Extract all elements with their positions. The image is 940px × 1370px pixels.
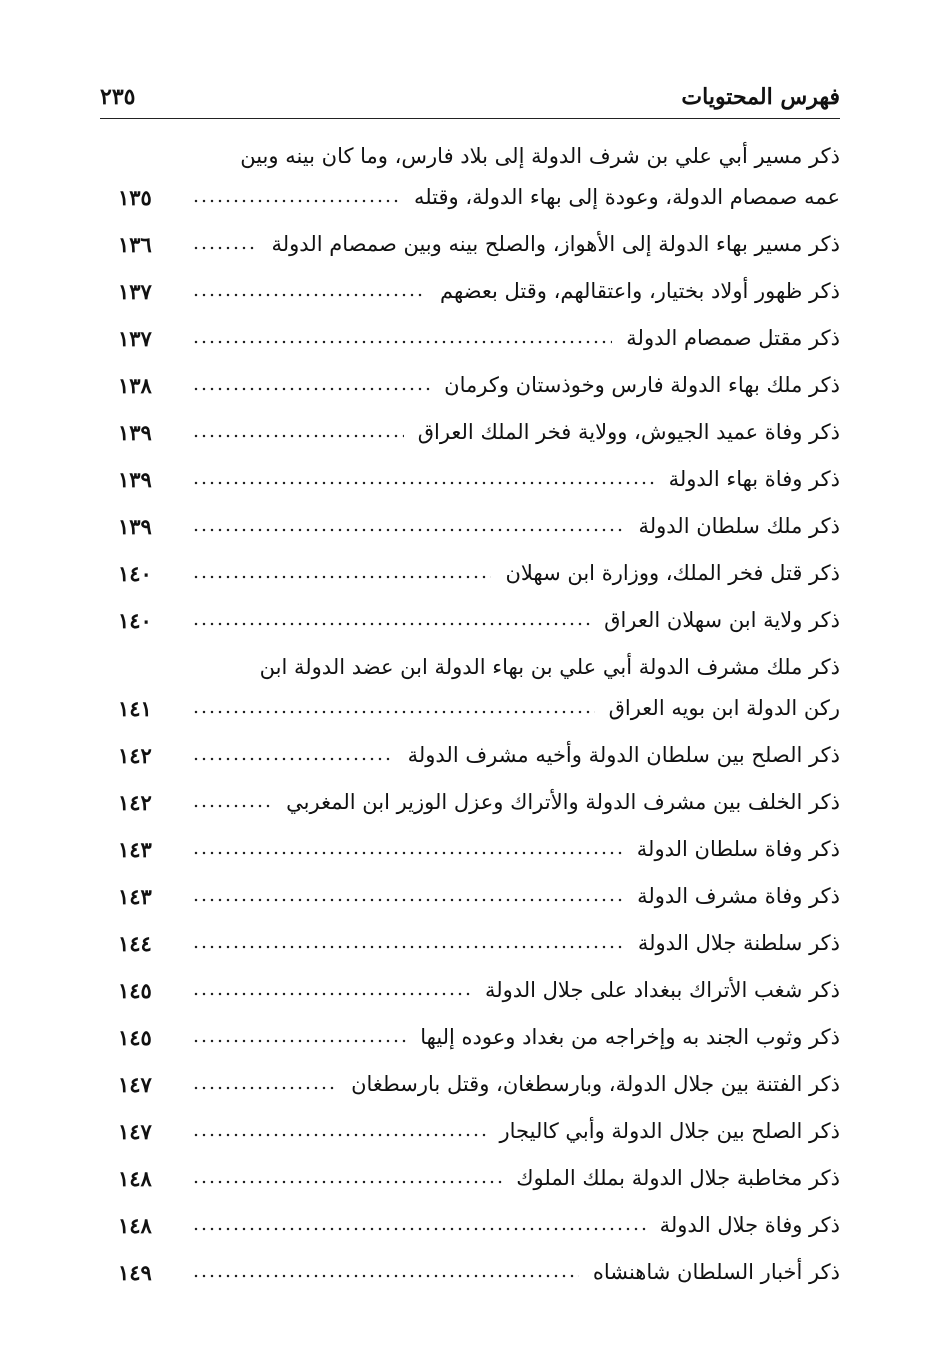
toc-page-number: ١٤٠ bbox=[118, 561, 152, 586]
dot-leader bbox=[192, 992, 471, 996]
toc-entry-title: ذكر وفاة مشرف الدولة bbox=[637, 884, 840, 908]
toc-entry-title: ذكر ولاية ابن سهلان العراق bbox=[604, 608, 840, 632]
toc-entry-title: ذكر وفاة بهاء الدولة bbox=[668, 467, 840, 491]
dot-leader bbox=[192, 1039, 406, 1043]
toc-entry-title: ذكر الفتنة بين جلال الدولة، وبارسطغان، وقتل بارسطغان bbox=[351, 1072, 840, 1096]
dot-leader bbox=[192, 1180, 502, 1184]
toc-page-number: ١٣٥ bbox=[118, 185, 152, 210]
dot-leader bbox=[192, 710, 595, 714]
dot-leader bbox=[192, 528, 624, 532]
toc-entry-title: ذكر مخاطبة جلال الدولة بملك الملوك bbox=[516, 1166, 840, 1190]
toc-entry-title: ذكر قتل فخر الملك، ووزارة ابن سهلان bbox=[505, 561, 840, 585]
dot-leader bbox=[192, 199, 400, 203]
header-rule bbox=[100, 118, 840, 119]
toc-entry bbox=[100, 1160, 840, 1207]
toc-entry-title: ذكر الصلح بين سلطان الدولة وأخيه مشرف الدولة bbox=[407, 743, 840, 767]
toc-entry-title: ذكر وفاة جلال الدولة bbox=[659, 1213, 840, 1237]
toc-entry bbox=[100, 1019, 840, 1066]
toc-page-number: ١٤١ bbox=[118, 696, 152, 721]
toc-entry bbox=[100, 737, 840, 784]
toc-page-number: ١٤٨ bbox=[118, 1166, 152, 1191]
toc-page-number: ١٣٦ bbox=[118, 232, 152, 257]
dot-leader bbox=[192, 575, 491, 579]
toc-page-number: ١٤٥ bbox=[118, 978, 152, 1003]
toc-entry bbox=[100, 1254, 840, 1301]
toc-page-number: ١٤٧ bbox=[118, 1119, 152, 1144]
toc-entry-title: ذكر وفاة عميد الجيوش، وولاية فخر الملك العراق bbox=[417, 420, 840, 444]
page-header bbox=[100, 84, 840, 118]
toc-page-number: ١٣٧ bbox=[118, 326, 152, 351]
toc-entry-title: ذكر وثوب الجند به وإخراجه من بغداد وعوده إليها bbox=[420, 1025, 840, 1049]
toc-entry bbox=[100, 320, 840, 367]
dot-leader bbox=[192, 293, 426, 297]
toc-entry-line bbox=[100, 649, 840, 690]
toc-page-number: ١٤٢ bbox=[118, 790, 152, 815]
dot-leader bbox=[192, 1086, 337, 1090]
toc-entry bbox=[100, 226, 840, 273]
toc-page-number: ١٤٤ bbox=[118, 931, 152, 956]
toc-entry bbox=[100, 461, 840, 508]
dot-leader bbox=[192, 622, 590, 626]
toc-page-number: ١٣٧ bbox=[118, 279, 152, 304]
toc-entry-title: ذكر ملك مشرف الدولة أبي علي بن بهاء الدولة ابن عضد الدولة ابن bbox=[259, 655, 840, 679]
table-of-contents bbox=[100, 138, 840, 1301]
toc-entry bbox=[100, 690, 840, 737]
dot-leader bbox=[192, 757, 394, 761]
dot-leader bbox=[192, 1133, 486, 1137]
toc-page-number: ١٤٠ bbox=[118, 608, 152, 633]
toc-page-number: ١٤٩ bbox=[118, 1260, 152, 1285]
toc-page-number: ١٣٨ bbox=[118, 373, 152, 398]
toc-entry-title: ذكر شغب الأتراك ببغداد على جلال الدولة bbox=[484, 978, 840, 1002]
toc-entry-title: ذكر سلطنة جلال الدولة bbox=[637, 931, 840, 955]
dot-leader bbox=[192, 246, 257, 250]
toc-entry-title: ذكر مسير بهاء الدولة إلى الأهواز، والصلح بينه وبين صمصام الدولة bbox=[271, 232, 840, 256]
toc-page-number: ١٣٩ bbox=[118, 467, 152, 492]
toc-page-number: ١٤٥ bbox=[118, 1025, 152, 1050]
toc-entry bbox=[100, 1066, 840, 1113]
toc-entry-title: ذكر مقتل صمصام الدولة bbox=[626, 326, 840, 350]
dot-leader bbox=[192, 1227, 646, 1231]
toc-entry-title: ذكر ملك بهاء الدولة فارس وخوذستان وكرمان bbox=[444, 373, 840, 397]
toc-entry-title: ركن الدولة ابن بويه العراق bbox=[608, 696, 840, 720]
header-page-number: ٢٣٥ bbox=[100, 84, 136, 110]
toc-entry bbox=[100, 972, 840, 1019]
dot-leader bbox=[192, 387, 430, 391]
toc-page-number: ١٤٨ bbox=[118, 1213, 152, 1238]
toc-entry bbox=[100, 831, 840, 878]
dot-leader bbox=[192, 481, 655, 485]
header-title: فهرس المحتويات bbox=[681, 84, 840, 110]
toc-entry-title: ذكر مسير أبي علي بن شرف الدولة إلى بلاد فارس، وما كان بينه وبين bbox=[240, 144, 840, 168]
toc-page-number: ١٤٣ bbox=[118, 837, 152, 862]
toc-entry bbox=[100, 179, 840, 226]
dot-leader bbox=[192, 340, 612, 344]
dot-leader bbox=[192, 851, 623, 855]
toc-page-number: ١٤٧ bbox=[118, 1072, 152, 1097]
toc-entry-title: ذكر الخلف بين مشرف الدولة والأتراك وعزل الوزير ابن المغربي bbox=[286, 790, 840, 814]
dot-leader bbox=[192, 1274, 579, 1278]
dot-leader bbox=[192, 898, 623, 902]
toc-entry-title: ذكر وفاة سلطان الدولة bbox=[636, 837, 840, 861]
toc-entry bbox=[100, 878, 840, 925]
dot-leader bbox=[192, 945, 624, 949]
toc-entry bbox=[100, 273, 840, 320]
toc-entry bbox=[100, 925, 840, 972]
toc-entry-title: عمه صمصام الدولة، وعودة إلى بهاء الدولة، وقتله bbox=[413, 185, 840, 209]
toc-page-number: ١٣٩ bbox=[118, 514, 152, 539]
toc-page-number: ١٤٢ bbox=[118, 743, 152, 768]
toc-entry-title: ذكر ملك سلطان الدولة bbox=[638, 514, 840, 538]
toc-page-number: ١٤٣ bbox=[118, 884, 152, 909]
toc-entry-title: ذكر الصلح بين جلال الدولة وأبي كاليجار bbox=[499, 1119, 840, 1143]
dot-leader bbox=[192, 434, 404, 438]
toc-entry bbox=[100, 555, 840, 602]
toc-entry bbox=[100, 1113, 840, 1160]
toc-entry bbox=[100, 414, 840, 461]
toc-entry-title: ذكر ظهور أولاد بختيار، واعتقالهم، وقتل بعضهم bbox=[439, 279, 840, 303]
toc-page-number: ١٣٩ bbox=[118, 420, 152, 445]
toc-entry bbox=[100, 1207, 840, 1254]
toc-entry bbox=[100, 367, 840, 414]
toc-entry bbox=[100, 508, 840, 555]
toc-entry-title: ذكر أخبار السلطان شاهنشاه bbox=[592, 1260, 840, 1284]
toc-entry bbox=[100, 602, 840, 649]
toc-entry-line bbox=[100, 138, 840, 179]
toc-entry bbox=[100, 784, 840, 831]
dot-leader bbox=[192, 804, 272, 808]
